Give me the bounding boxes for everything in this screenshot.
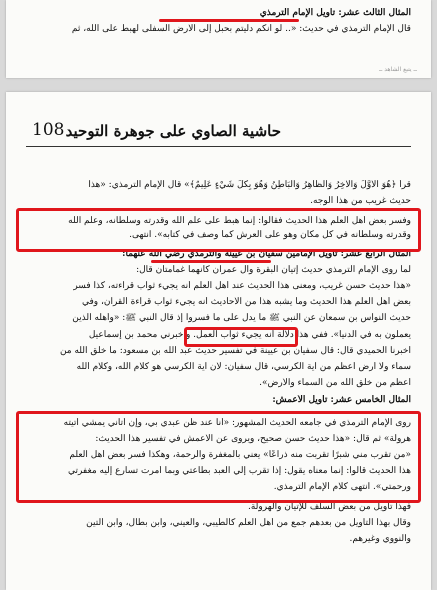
red-box-tirmidhi-explanation	[16, 208, 421, 252]
text-line: ورحمتي». انتهى كلام الإمام الترمذي.	[273, 482, 411, 492]
text-line: أعظم من خلق الله من السماء والأرض».	[259, 378, 411, 388]
text-line: «من تقرب مني شبرًا تقربت منه ذراعًا» يعني بالمغفرة والرحمة، وهكذا فسر بعض أهل العلم	[69, 450, 411, 460]
text-line: قرأ ﴿هُوَ الْأَوَّلُ وَالْآخِرُ وَالظَّاهِرُ وَالْبَاطِنُ وَهُوَ بِكُلِّ شَيْءٍ عَلِيمٌ﴾» قال الإمام الترمذي: «هذا	[88, 180, 411, 190]
previous-page	[6, 0, 431, 78]
text-line: حديث النواس بن سمعان عن النبي ﷺ ما يدل على ما فسروا إذ قال النبي ﷺ: «وأهله الذين	[72, 313, 411, 323]
text-line: والنووي وغيرهم.	[349, 534, 411, 544]
red-underline-title	[159, 19, 299, 22]
text-line: فهذا تأويل من بعض السلف للإتيان والهرولة.	[247, 502, 411, 512]
red-box-reward-indication	[184, 327, 298, 347]
red-underline-scholars	[151, 260, 271, 263]
text-line: هرولة» ثم قال: «هذا حديث حسن صحيح، ويروى عن الأعمش في تفسير هذا الحديث:	[95, 434, 411, 444]
text-line: سماء ولا أرض أعظم من آية الكرسي، قال سفيان: لأن آية الكرسي هو كلام الله، وكلام الله	[76, 362, 411, 372]
text-line: «هذا حديث حسن غريب، ومعنى هذا الحديث عند أهل العلم أنه يجيء ثواب قراءته، كذا فسر	[73, 281, 411, 291]
text-line: روى الإمام الترمذي في جامعه الحديث المشهور: «أنا عند ظن عبدي بي، وإن أتاني يمشي أتيته	[63, 418, 411, 428]
page-number: 108	[32, 120, 65, 140]
tirmidhi-quote-line: قال الإمام الترمذي في حديث: «.. لو أنكم دليتم بحبل إلى الأرض السفلى لهبط على الله، ثم	[71, 24, 411, 34]
text-line: حديث غريب من هذا الوجه.	[310, 196, 411, 206]
text-line: هذا الحديث قالوا: إنما معناه يقول: إذا تقرب إلي العبد بطاعتي وبما أمرت تسارع إليه مغفرتي	[67, 466, 411, 476]
text-line: وقال بهذا التأويل من بعدهم جمع من أهل العلم كالطيبي، والعيني، وابن بطال، وابن التين	[86, 518, 411, 528]
main-page	[6, 92, 431, 590]
text-line: يعملون به في الدنيا». ففي هذا دلالة أنه يجيء ثواب العمل. وأخبرني محمد بن إسماعيل	[88, 330, 411, 340]
text-line: بعض أهل العلم هذا الحديث وما يشبه هذا من الأحاديث أنه يجيء ثواب قراءة القرآن، وفي	[81, 297, 411, 307]
example-14-title: المثال الرابع عشر: تأويل الإمامين سفيان بن عيينة والترمذي رضي الله عنهما:	[122, 249, 411, 259]
text-line: وقدرته وسلطانه في كل مكان وهو على العرش كما وصف في كتابه». انتهى.	[129, 230, 411, 240]
example-13-title: المثال الثالث عشر: تأويل الإمام الترمذي	[259, 8, 411, 18]
text-line: وفسر بعض أهل العلم هذا الحديث فقالوا: إنما هبط على علم الله وقدرته وسلطانه، وعلم الله	[68, 216, 411, 226]
page-header-title: حاشية الصاوي على جوهرة التوحيد	[65, 122, 281, 140]
footer-note: ــ يتبع الشاهد ــ	[378, 66, 417, 73]
text-line: أخبرنا الحميدي قال: قال سفيان بن عيينة في تفسير حديث عبد الله بن مسعود: ما خلق الله من	[59, 346, 411, 356]
example-15-title: المثال الخامس عشر: تأويل الأعمش:	[272, 395, 411, 405]
red-box-amash-interpretation	[16, 411, 421, 503]
text-line: لما روى الإمام الترمذي حديث إتيان البقرة وآل عمران كأنهما غمامتان قال:	[136, 265, 411, 275]
header-rule	[26, 146, 411, 147]
